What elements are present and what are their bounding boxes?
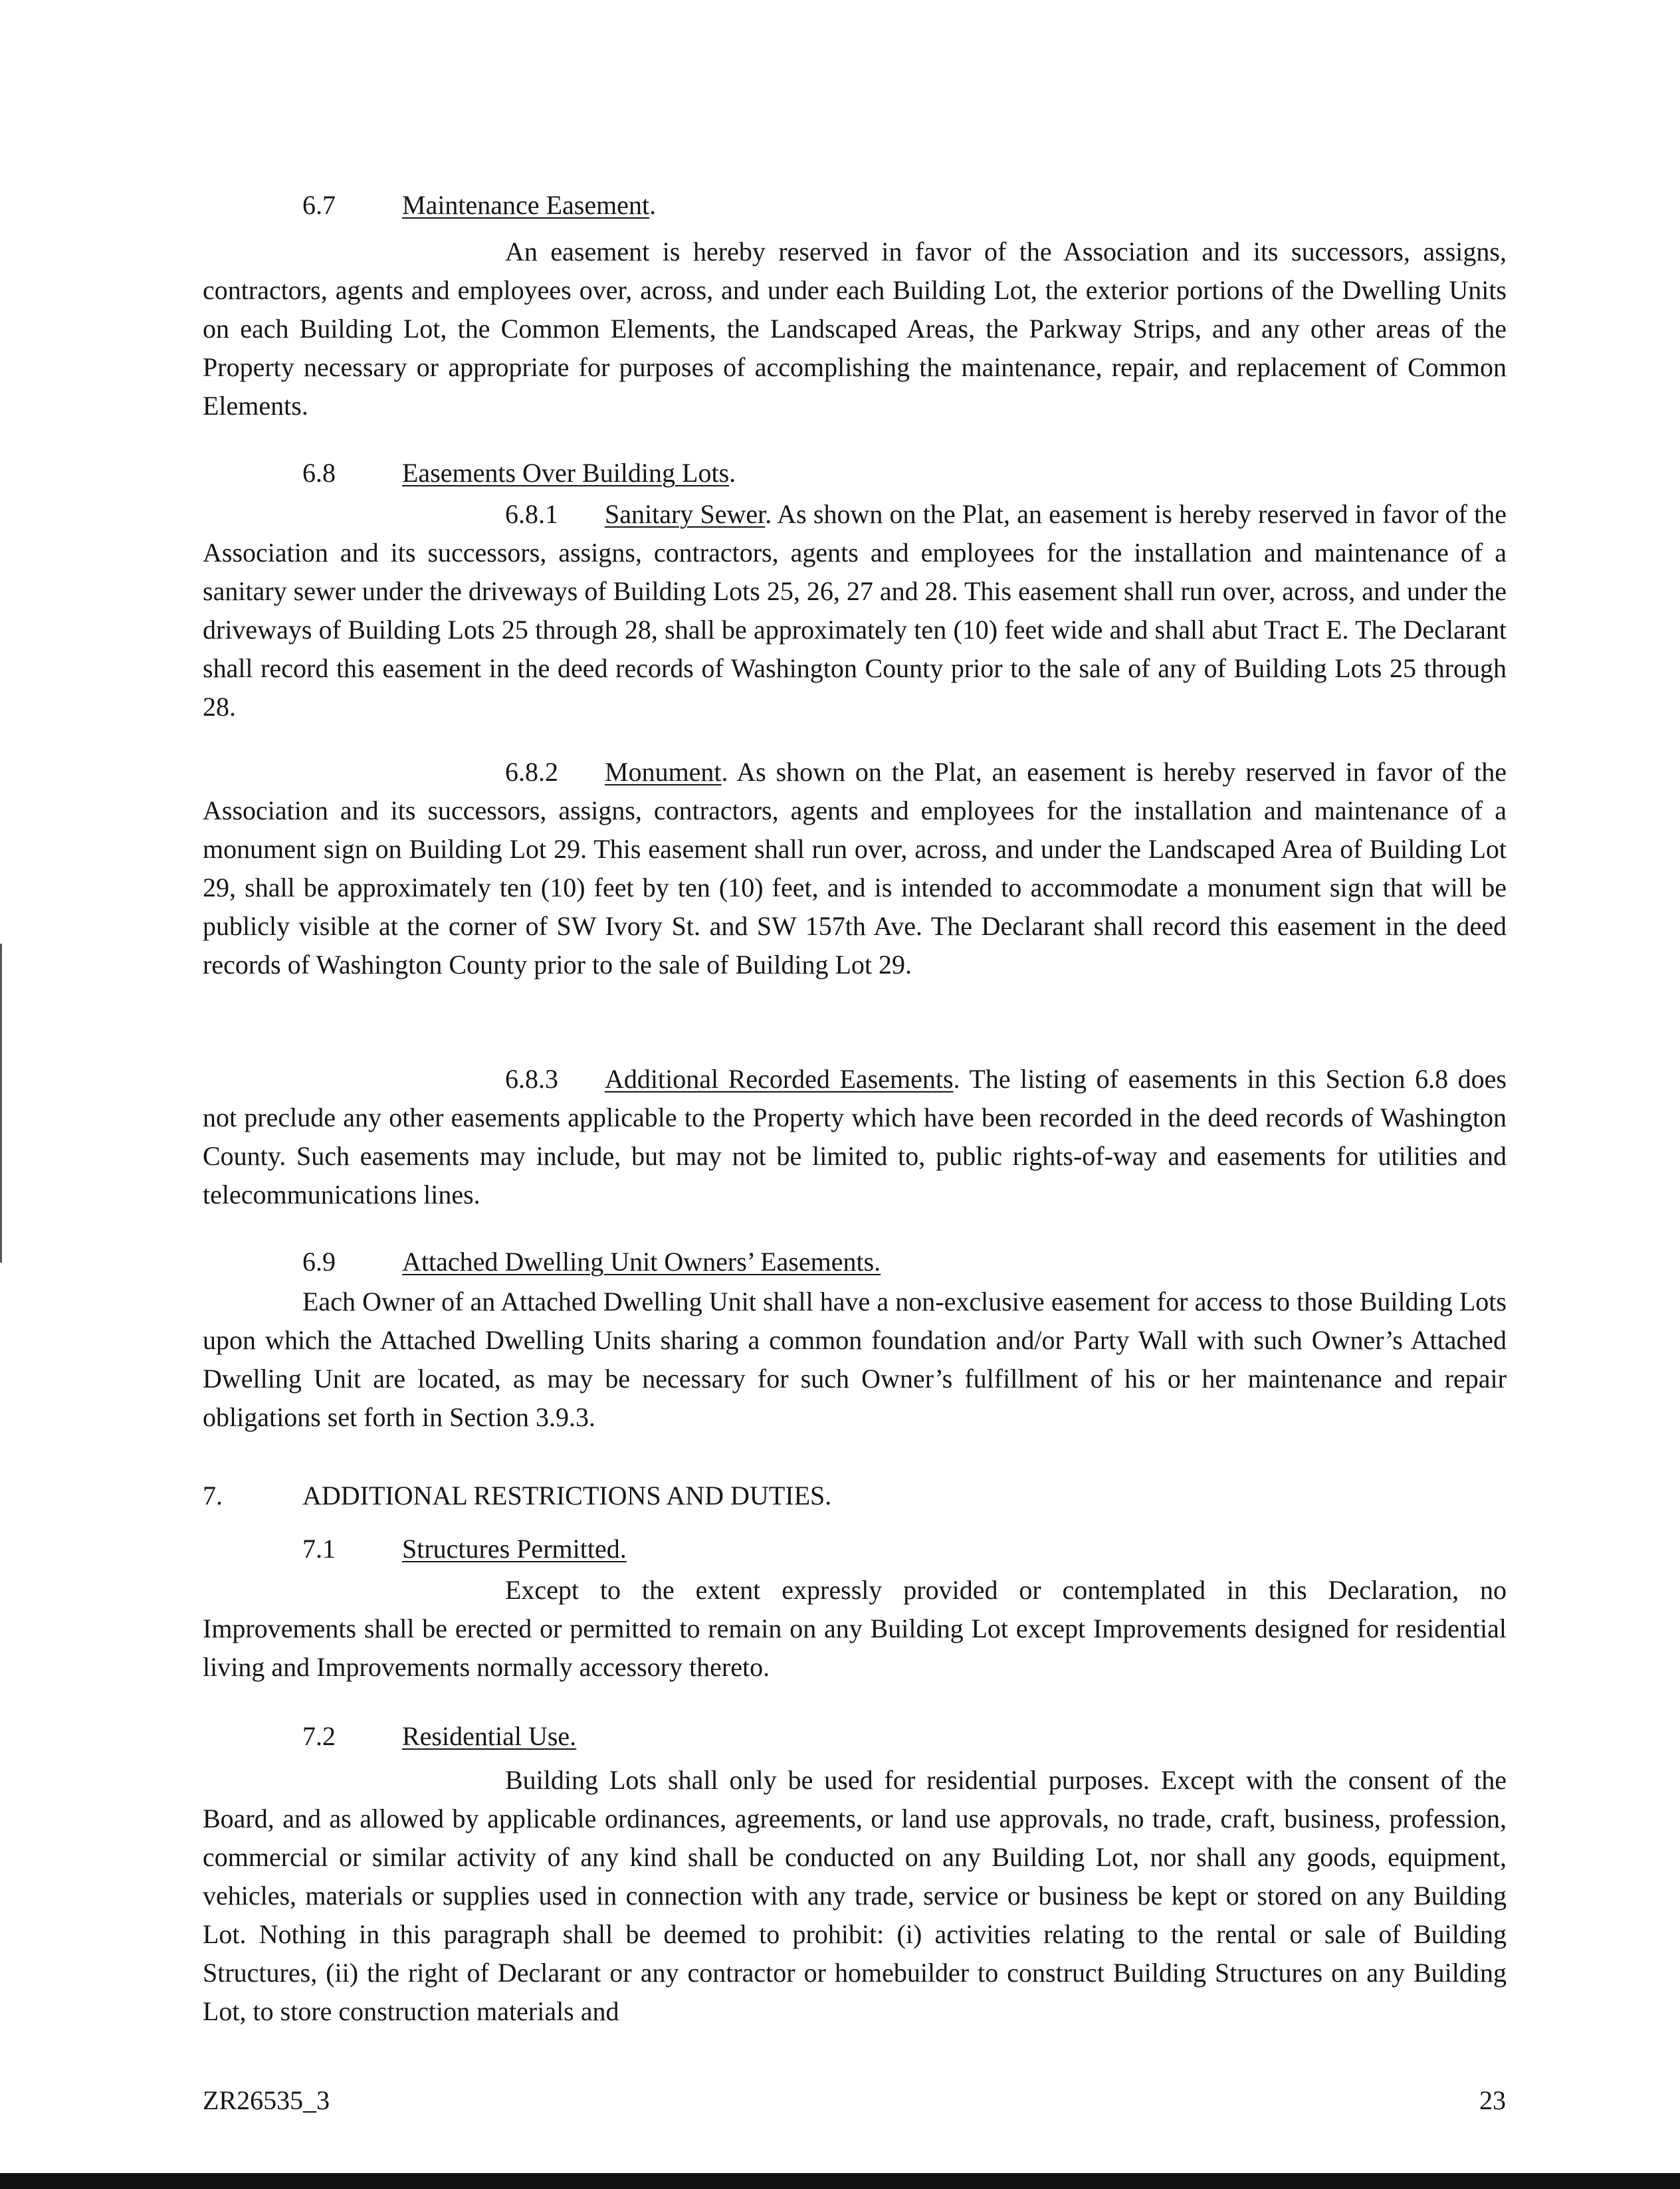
section-6-8-3 <box>203 1060 1507 1214</box>
section-number: 6.9 <box>302 1247 336 1277</box>
section-7-2-body: Building Lots shall only be used for residential purposes. Except with the consent of the Board, and as allowed by applicable ordinances, agreements, or land use approvals, no trade, craft, business, profession, commercial or similar activity of any kind shall be conducted on any Building Lot, nor shall any goods, equipment, vehicles, materials or supplies used in connection with any trade, service or business be kept or stored on any Building Lot. Nothing in this paragraph shall be deemed to prohibit: (i) activities relating to the rental or sale of Building Structures, (ii) the right of Declarant or any contractor or homebuilder to construct Building Structures on any Building Lot, to store construction materials and <box>203 1765 1507 2026</box>
section-number: 7.1 <box>302 1534 336 1564</box>
subsection-number: 6.8.2 <box>505 757 558 787</box>
section-title: ADDITIONAL RESTRICTIONS AND DUTIES. <box>302 1481 832 1511</box>
section-number: 7.2 <box>302 1721 336 1751</box>
subsection-body: . The listing of easements in this Section 6.8 does not preclude any other easements applicable to the Property which have been recorded in the deed records of Washington County. Such easements may include, but may not be limited to, public rights-of-way and easements for utilities and telecommunications lines. <box>203 1064 1507 1209</box>
section-7-1-heading <box>302 1530 627 1568</box>
section-6-7-body: An easement is hereby reserved in favor of the Association and its successors, assigns, contractors, agents and employees over, across, and under each Building Lot, the exterior portions of the Dwelling Units on each Building Lot, the Common Elements, the Landscaped Areas, the Parkway Strips, and any other areas of the Property necessary or appropriate for purposes of accomplishing the maintenance, repair, and replacement of Common Elements. <box>203 237 1507 421</box>
section-title: Residential Use. <box>402 1721 577 1751</box>
left-scan-edge <box>0 944 2 1263</box>
document-id: ZR26535_3 <box>203 2085 330 2115</box>
section-6-9-heading <box>302 1243 881 1281</box>
section-7-1-body: Except to the extent expressly provided or contemplated in this Declaration, no Improvements shall be erected or permitted to remain on any Building Lot except Improvements designed for residential living and Improvements normally accessory thereto. <box>203 1575 1507 1682</box>
section-6-7-heading: 6.7 Maintenance Easement. <box>302 186 656 225</box>
section-title: Structures Permitted. <box>402 1534 627 1564</box>
section-6-8-1 <box>203 495 1507 726</box>
section-title: Attached Dwelling Unit Owners’ Easements. <box>402 1247 881 1277</box>
section-number: 7. <box>203 1481 223 1511</box>
page-number: 23 <box>1479 2085 1506 2115</box>
section-number: 6.8 <box>302 458 336 488</box>
section-title: Maintenance Easement <box>402 190 650 220</box>
section-6-8-2 <box>203 753 1507 984</box>
subsection-number: 6.8.1 <box>505 499 558 529</box>
section-7-heading <box>203 1477 831 1515</box>
bottom-scan-border <box>0 2173 1680 2189</box>
subsection-title: Sanitary Sewer <box>605 499 766 529</box>
section-6-8-heading: 6.8 Easements Over Building Lots. <box>302 454 736 492</box>
section-title: Easements Over Building Lots <box>402 458 730 488</box>
subsection-title: Monument <box>605 757 722 787</box>
subsection-body: . As shown on the Plat, an easement is hereby reserved in favor of the Association and its successors, assigns, contractors, agents and employees for the installation and maintenance of a monument sign on Building Lot 29. This easement shall run over, across, and under the Landscaped Area of Building Lot 29, shall be approximately ten (10) feet by ten (10) feet, and is intended to accommodate a monument sign that will be publicly visible at the corner of SW Ivory St. and SW 157th Ave. The Declarant shall record this easement in the deed records of Washington County prior to the sale of Building Lot 29. <box>203 757 1507 980</box>
section-7-2-heading <box>302 1717 576 1756</box>
section-6-9-body: Each Owner of an Attached Dwelling Unit shall have a non-exclusive easement for access to those Building Lots upon which the Attached Dwelling Units sharing a common foundation and/or Party Wall with such Owner’s Attached Dwelling Unit are located, as may be necessary for such Owner’s fulfillment of his or her maintenance and repair obligations set forth in Section 3.9.3. <box>203 1287 1507 1432</box>
subsection-title: Additional Recorded Easements <box>605 1064 954 1094</box>
subsection-number: 6.8.3 <box>505 1064 558 1094</box>
section-number: 6.7 <box>302 190 336 220</box>
subsection-body: . As shown on the Plat, an easement is hereby reserved in favor of the Association and its successors, assigns, contractors, agents and employees for the installation and maintenance of a sanitary sewer under the driveways of Building Lots 25, 26, 27 and 28. This easement shall run over, across, and under the driveways of Building Lots 25 through 28, shall be approximately ten (10) feet wide and shall abut Tract E. The Declarant shall record this easement in the deed records of Washington County prior to the sale of any of Building Lots 25 through 28. <box>203 499 1507 722</box>
